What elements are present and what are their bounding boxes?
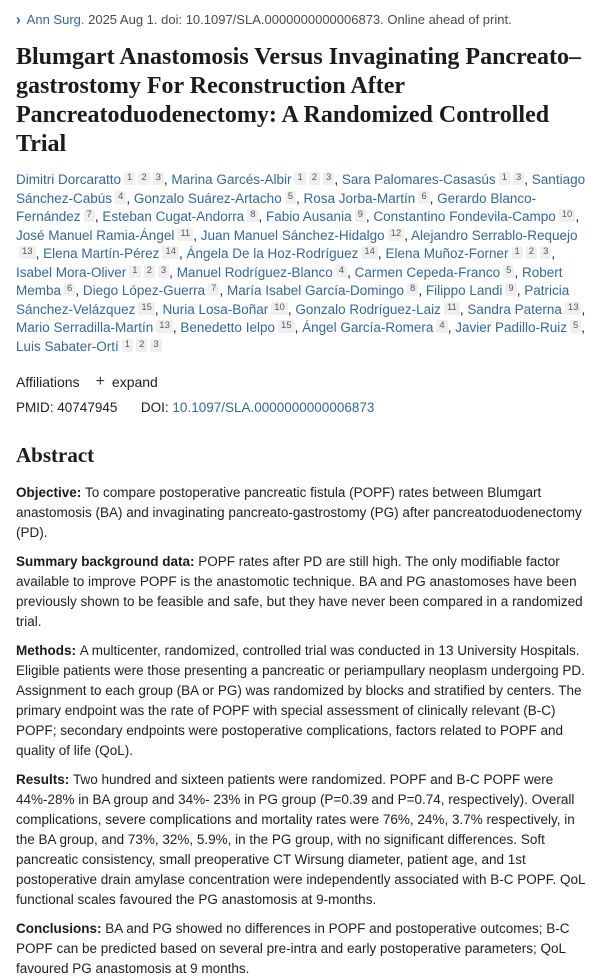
affiliation-number-badge[interactable]: 3: [540, 246, 551, 259]
author-separator: ,: [219, 283, 227, 298]
author-separator: ,: [94, 209, 103, 224]
expand-affiliations-button[interactable]: [96, 374, 158, 390]
author-separator: ,: [447, 320, 456, 335]
author-link[interactable]: Nuria Losa-Boñar: [162, 301, 269, 317]
author-link[interactable]: María Isabel García-Domingo: [226, 283, 405, 298]
affiliation-number-badge[interactable]: 4: [436, 320, 447, 333]
author-link[interactable]: Luis Sabater-Ortí: [16, 338, 119, 354]
affiliation-number-badge[interactable]: 13: [19, 246, 36, 259]
affiliation-number-badge[interactable]: 1: [122, 339, 133, 352]
affiliation-number-badge[interactable]: 11: [444, 302, 460, 315]
pmid-value: 40747945: [57, 400, 118, 415]
affiliation-number-badge[interactable]: 1: [129, 265, 140, 278]
affiliation-number-badge[interactable]: 3: [158, 265, 169, 278]
affiliation-number-badge[interactable]: 13: [156, 320, 173, 333]
author-separator: ,: [172, 320, 181, 335]
author-separator: ,: [429, 190, 438, 206]
affiliation-number-badge[interactable]: 8: [247, 209, 258, 222]
affiliation-number-badge[interactable]: 11: [177, 228, 193, 241]
author-link[interactable]: Alejandro Serrablo-Requejo: [410, 227, 578, 243]
author-link[interactable]: Javier Padillo-Ruiz: [455, 320, 567, 335]
section-label: Results:: [16, 772, 74, 787]
author-link[interactable]: Santiago Sánchez-Cabús: [16, 172, 586, 206]
affiliation-number-badge[interactable]: 3: [150, 339, 161, 352]
author-separator: ,: [514, 264, 522, 280]
section-text: POPF rates after PD are still high. The only modifiable factor available to improve POPF is the anastomotic technique. BA and PG anastomoses have been previously shown to be feasible and safe, but they have never been compared in a randomized trial.: [16, 554, 583, 629]
author-separator: ,: [377, 246, 386, 261]
author-link[interactable]: Patricia Sánchez-Velázquez: [16, 283, 570, 317]
abstract-section: [16, 483, 588, 543]
affiliation-number-badge[interactable]: 7: [84, 209, 95, 222]
author-link[interactable]: Robert Memba: [16, 264, 563, 298]
affiliation-number-badge[interactable]: 15: [278, 320, 295, 333]
author-separator: ,: [163, 172, 172, 187]
section-text: Two hundred and sixteen patients were randomized. POPF and B-C POPF were 44%-28% in BA group and 34%- 23% in PG group (P=0.39 and P=0.74, respectively). Overall complications, severe complications and mortality rates were 76%, 24%, 3.7% respectively, in the BA group, and 73%, 32%, 5.9%, in the PG group, with no significant differences. Soft pancreatic consistency, small preoperative CT Wirsung diameter, patient age, and 1st postoperative drain amylase concentration were independently associated with B-C POPF. QoL functional scales favoured the PG anastomosis at 9-months.: [16, 772, 586, 907]
section-label: Objective:: [16, 485, 86, 500]
plus-icon: +: [95, 373, 105, 390]
author-separator: ,: [287, 301, 296, 317]
author-separator: ,: [154, 301, 163, 317]
affiliation-number-badge[interactable]: 4: [115, 191, 126, 204]
author-separator: ,: [459, 301, 468, 317]
abstract-section: [16, 919, 588, 979]
author-link[interactable]: Juan Manuel Sánchez-Hidalgo: [200, 227, 385, 243]
expand-label: expand: [111, 374, 158, 390]
author-link[interactable]: Manuel Rodríguez-Blanco: [176, 264, 333, 280]
author-link[interactable]: Gonzalo Rodríguez-Laiz: [295, 301, 441, 317]
author-separator: ,: [75, 283, 83, 298]
affiliations-label: Affiliations: [16, 374, 80, 390]
author-link[interactable]: Diego López-Guerra: [82, 283, 206, 298]
affiliation-number-badge[interactable]: 1: [512, 246, 523, 259]
journal-citation: [16, 10, 588, 29]
author-separator: ,: [296, 190, 304, 206]
author-link[interactable]: Fabio Ausania: [266, 209, 352, 224]
author-separator: ,: [347, 264, 355, 280]
doi-label: DOI:: [140, 400, 169, 415]
author-separator: ,: [35, 246, 44, 261]
affiliations-row: [16, 374, 588, 390]
affiliation-number-badge[interactable]: 3: [153, 172, 164, 185]
abstract-sections: [16, 483, 588, 979]
author-link[interactable]: José Manuel Ramia-Ángel: [16, 227, 175, 243]
affiliation-number-badge[interactable]: 9: [355, 209, 366, 222]
pmid-label: PMID:: [16, 400, 54, 415]
author-link[interactable]: Rosa Jorba-Martín: [303, 190, 416, 206]
author-link[interactable]: Sara Palomares-Casasús: [341, 172, 496, 187]
affiliation-number-badge[interactable]: 12: [388, 228, 405, 241]
affiliation-number-badge[interactable]: 4: [336, 265, 347, 278]
affiliation-number-badge[interactable]: 2: [309, 172, 320, 185]
author-separator: ,: [404, 227, 411, 243]
author-link[interactable]: Mario Serradilla-Martín: [16, 320, 154, 335]
affiliation-number-badge[interactable]: 10: [271, 302, 288, 315]
affiliation-number-badge[interactable]: 13: [565, 302, 582, 315]
author-link[interactable]: Marina Garcés-Albir: [171, 172, 292, 187]
affiliation-number-badge[interactable]: 5: [285, 191, 296, 204]
section-text: A multicenter, randomized, controlled trial was conducted in 13 University Hospitals. Eligible patients were those presenting a pancreatic or periampullary neoplasm undergoing PD. Assignment to each group (BA or PG) was randomized by blocks and stratified by centers. The primary endpoint was the rate of POPF with special assessment of clinically relevant (B-C) POPF; secondary endpoints were postoperative complications, factors related to POPF and quality of life (QoL).: [16, 643, 585, 758]
section-label: Conclusions:: [16, 921, 106, 936]
authors-list: [16, 171, 588, 356]
author-separator: ,: [575, 209, 580, 224]
abstract-section: [16, 552, 588, 632]
affiliation-number-badge[interactable]: 1: [124, 172, 135, 185]
affiliation-number-badge[interactable]: 1: [499, 172, 510, 185]
author-link[interactable]: Gerardo Blanco-Fernández: [16, 190, 537, 224]
citation-text: 2025 Aug 1. doi: 10.1097/SLA.0000000000006873. Online ahead of print.: [84, 12, 512, 27]
author-separator: ,: [294, 320, 303, 335]
affiliation-number-badge[interactable]: 6: [64, 283, 75, 296]
affiliation-number-badge[interactable]: 10: [559, 209, 576, 222]
author-separator: ,: [581, 301, 586, 317]
author-separator: ,: [258, 209, 267, 224]
affiliation-number-badge[interactable]: 5: [503, 265, 514, 278]
author-separator: ,: [524, 172, 532, 187]
affiliation-number-badge[interactable]: 9: [505, 283, 516, 296]
author-link[interactable]: Benedetto Ielpo: [180, 320, 275, 335]
author-link[interactable]: Elena Martín-Pérez: [43, 246, 160, 261]
author-link[interactable]: Carmen Cepeda-Franco: [354, 264, 501, 280]
affiliation-number-badge[interactable]: 1: [294, 172, 305, 185]
author-separator: ,: [334, 172, 342, 187]
author-link[interactable]: Ángela De la Hoz-Rodríguez: [186, 246, 359, 261]
affiliation-number-badge[interactable]: 2: [138, 172, 149, 185]
author-link[interactable]: Ángel García-Romera: [302, 320, 434, 335]
affiliation-number-badge[interactable]: 2: [136, 339, 147, 352]
section-text: To compare postoperative pancreatic fistula (POPF) rates between Blumgart anastomosis (BA) and invaginating pancreato-gastrostomy (PG) after pancreatoduodenectomy (PD).: [16, 485, 582, 540]
author-link[interactable]: Isabel Mora-Oliver: [16, 264, 127, 280]
author-link[interactable]: Constantino Fondevila-Campo: [373, 209, 556, 224]
abstract-heading: Abstract: [16, 443, 95, 467]
affiliation-number-badge[interactable]: 6: [418, 191, 429, 204]
section-label: Summary background data:: [16, 554, 199, 569]
affiliation-number-badge[interactable]: 8: [407, 283, 418, 296]
author-separator: ,: [193, 227, 201, 243]
author-separator: ,: [178, 246, 187, 261]
author-separator: ,: [581, 320, 586, 335]
author-link[interactable]: Sandra Paterna: [467, 301, 562, 317]
affiliation-number-badge[interactable]: 15: [138, 302, 155, 315]
affiliation-number-badge[interactable]: 5: [570, 320, 581, 333]
doi-link[interactable]: 10.1097/SLA.0000000000006873: [172, 400, 375, 415]
affiliation-number-badge[interactable]: 3: [323, 172, 334, 185]
author-separator: ,: [126, 190, 134, 206]
section-text: BA and PG showed no differences in POPF and postoperative outcomes; B-C POPF can be predicted based on several pre-intra and early postoperative parameters; QoL favoured PG anastomosis at 9 months.: [16, 921, 570, 976]
author-separator: ,: [516, 283, 525, 298]
journal-link[interactable]: Ann Surg.: [26, 12, 85, 27]
author-separator: ,: [365, 209, 374, 224]
author-separator: ,: [169, 264, 177, 280]
author-separator: ,: [418, 283, 426, 298]
author-link[interactable]: Dimitri Dorcaratto: [16, 172, 122, 187]
affiliation-number-badge[interactable]: 2: [144, 265, 155, 278]
identifiers-row: [16, 400, 588, 415]
abstract-section: [16, 641, 588, 761]
affiliation-number-badge[interactable]: 14: [162, 246, 179, 259]
abstract-section: [16, 770, 588, 910]
author-link[interactable]: Esteban Cugat-Andorra: [102, 209, 245, 224]
chevron-right-icon: ›: [16, 10, 21, 28]
author-link[interactable]: Gonzalo Suárez-Artacho: [133, 190, 282, 206]
section-label: Methods:: [16, 643, 80, 658]
affiliation-number-badge[interactable]: 3: [513, 172, 524, 185]
author-link[interactable]: Elena Muñoz-Forner: [385, 246, 509, 261]
page-title: Blumgart Anastomosis Versus Invaginating Pancreato–gastrostomy For Reconstruction After Pancreatoduodenectomy: A Randomized Controlled Trial: [16, 44, 581, 157]
affiliation-number-badge[interactable]: 2: [526, 246, 537, 259]
author-link[interactable]: Filippo Landi: [425, 283, 503, 298]
affiliation-number-badge[interactable]: 7: [208, 283, 219, 296]
affiliation-number-badge[interactable]: 14: [361, 246, 378, 259]
author-separator: ,: [551, 246, 556, 261]
